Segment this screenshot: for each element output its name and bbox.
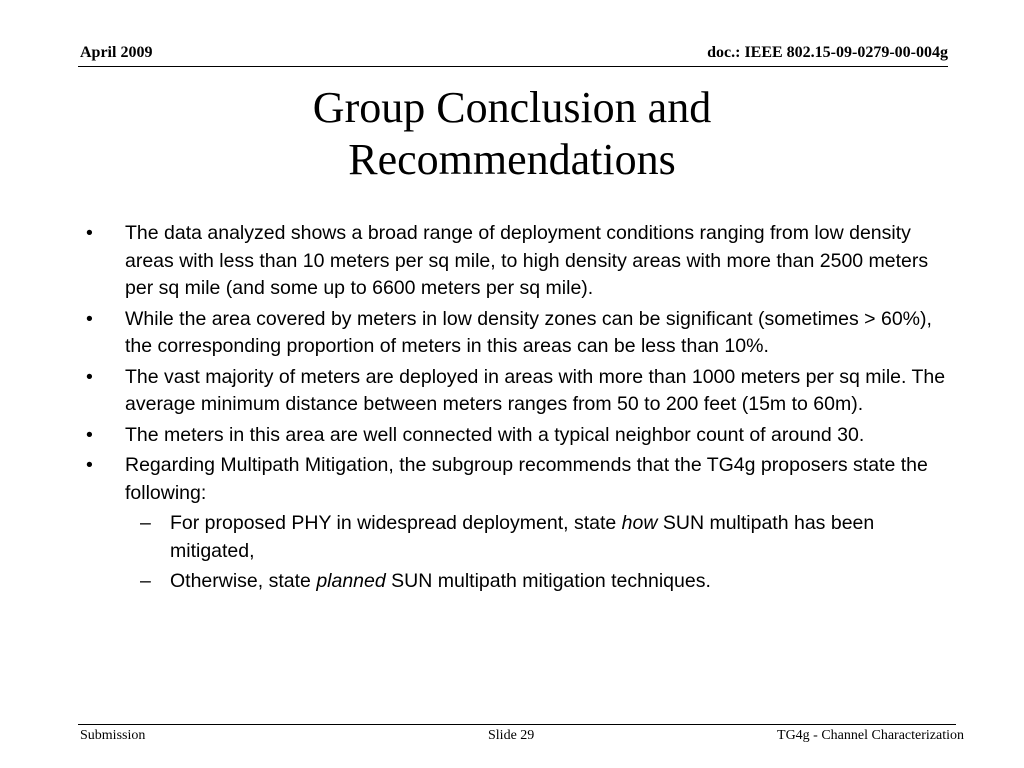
bullet-item	[86, 220, 948, 303]
bullet-text: While the area covered by meters in low density zones can be significant (sometimes > 60%), the corresponding proportion of meters in this areas can be less than 10%.	[125, 307, 932, 357]
footer-rule	[78, 724, 956, 725]
slide-title	[0, 82, 1024, 186]
bullet-marker: •	[86, 454, 93, 476]
bullet-text: Regarding Multipath Mitigation, the subgroup recommends that the TG4g proposers state the following:	[125, 454, 928, 504]
footer-slide-number: Slide 29	[488, 728, 535, 743]
sub-bullet-text-after: SUN multipath has been mitigated,	[170, 512, 875, 562]
sub-bullet-marker: –	[140, 570, 151, 592]
sub-bullet-text-after: SUN multipath mitigation techniques.	[385, 570, 711, 592]
slide-body	[86, 220, 948, 599]
bullet-marker: •	[86, 307, 93, 330]
sub-bullet-text-before: For proposed PHY in widespread deployment, state	[170, 512, 622, 534]
sub-bullet-text-before: Otherwise, state	[170, 570, 317, 592]
bullet-item	[86, 422, 948, 450]
slide-title-line-1: Group Conclusion and	[312, 83, 712, 132]
header-rule	[78, 66, 948, 67]
bullet-marker: •	[86, 365, 93, 388]
bullet-text: The vast majority of meters are deployed in areas with more than 1000 meters per sq mile. The average minimum distance between meters ranges from 50 to 200 feet (15m to 60m).	[125, 365, 946, 415]
bullet-text: The data analyzed shows a broad range of deployment conditions ranging from low density areas with less than 10 meters per sq mile, to high density areas with more than 2500 meters per sq mile (and some up to 6600 meters per sq mile).	[125, 222, 929, 299]
bullet-item	[86, 306, 948, 361]
sub-bullet-item	[86, 568, 948, 596]
sub-bullet-marker: –	[140, 512, 151, 534]
sub-bullet-emphasis: planned	[316, 570, 386, 592]
bullet-text: The meters in this area are well connected with a typical neighbor count of around 30.	[125, 423, 865, 446]
footer-group-name: TG4g - Channel Characterization	[777, 728, 964, 743]
sub-bullet-emphasis: how	[621, 512, 658, 534]
footer-submission: Submission	[80, 728, 146, 743]
bullet-item	[86, 364, 948, 419]
sub-bullet-item	[86, 510, 948, 565]
header-date: April 2009	[80, 44, 153, 61]
bullet-marker: •	[86, 222, 93, 244]
bullet-item	[86, 452, 948, 507]
header-doc-id: doc.: IEEE 802.15-09-0279-00-004g	[707, 44, 948, 61]
slide-title-line-2: Recommendations	[348, 135, 676, 184]
bullet-marker: •	[86, 423, 93, 446]
